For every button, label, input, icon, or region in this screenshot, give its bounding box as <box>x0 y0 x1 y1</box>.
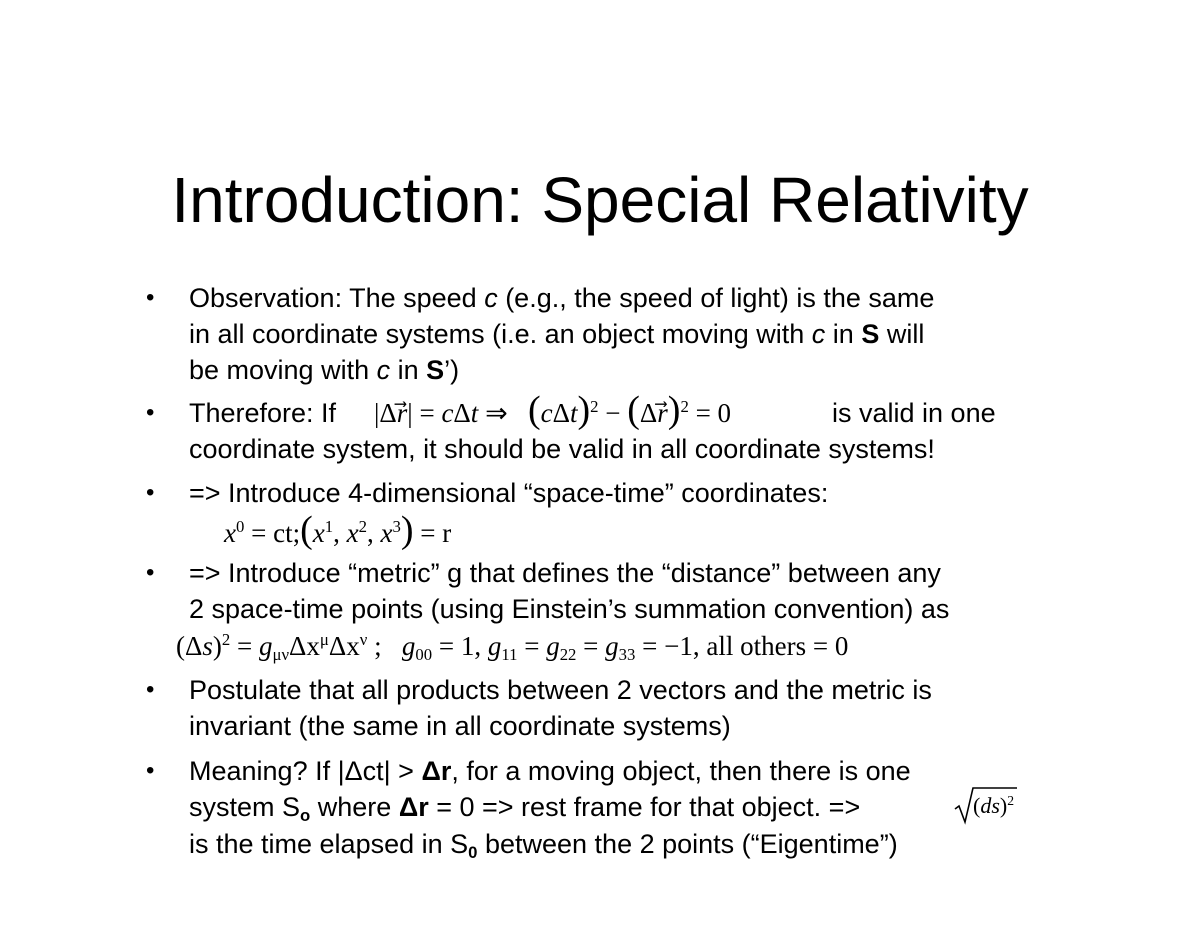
bullet-1-line-3: be moving with c in S’) <box>189 355 460 385</box>
bullet-2-prefix: Therefore: If <box>189 398 337 428</box>
bullet-marker: • <box>146 559 155 586</box>
bullet-6-line-1: Meaning? If |Δct| > Δr, for a moving object, then there is one <box>189 756 911 786</box>
bullet-4-line-2: 2 space-time points (using Einstein’s summation convention) as <box>189 594 950 624</box>
bullet-1-line-2: in all coordinate systems (i.e. an object moving with c in S will <box>189 319 925 349</box>
bullet-3-line-1: => Introduce 4-dimensional “space-time” coordinates: <box>189 478 829 508</box>
bullet-4-line-1: => Introduce “metric” g that defines the “distance” between any <box>189 558 941 588</box>
bullet-marker: • <box>146 676 155 703</box>
bullet-5-line-2: invariant (the same in all coordinate systems) <box>189 711 731 741</box>
light-condition-formula: |Δr| = cΔt ⇒ $(c\Delta t)^2 - (\Delta r)^2 = 0$ <box>374 389 732 431</box>
bullet-marker: • <box>146 284 155 311</box>
metric-formula: $(\Delta s)^2 = g_{\mu\nu}\Delta x^\mu\Delta x^\nu$ ; $g_{00} = 1$, $g_{11} = g_{22} = g_{33} = -1$, all others = 0 <box>176 629 849 665</box>
bullet-2-suffix: is valid in one <box>832 398 996 428</box>
bullet-2-line-2: coordinate system, it should be valid in all coordinate systems! <box>189 434 935 464</box>
slide-title: Introduction: Special Relativity <box>171 164 1029 236</box>
bullet-6-line-2: system $S_o$ where Δr = 0 => rest frame for that object. => <box>189 792 861 826</box>
bullet-1-line-1: Observation: The speed c (e.g., the speed of light) is the same <box>189 283 935 313</box>
sqrt-ds-formula <box>953 785 1023 825</box>
sqrt-radicand: (ds)$^2$ <box>973 792 1015 818</box>
bullet-marker: • <box>146 479 155 506</box>
spacetime-coordinates-formula: $x^0$ = $ct;(x^1$, $x^2$, $x^3) = r$ <box>224 509 452 551</box>
bullet-5-line-1: Postulate that all products between 2 vectors and the metric is <box>189 675 932 705</box>
bullet-marker: • <box>146 757 155 784</box>
bullet-marker: • <box>146 399 155 426</box>
bullet-6-line-3: is the time elapsed in $S_0$ between the 2 points (“Eigentime”) <box>189 829 898 863</box>
